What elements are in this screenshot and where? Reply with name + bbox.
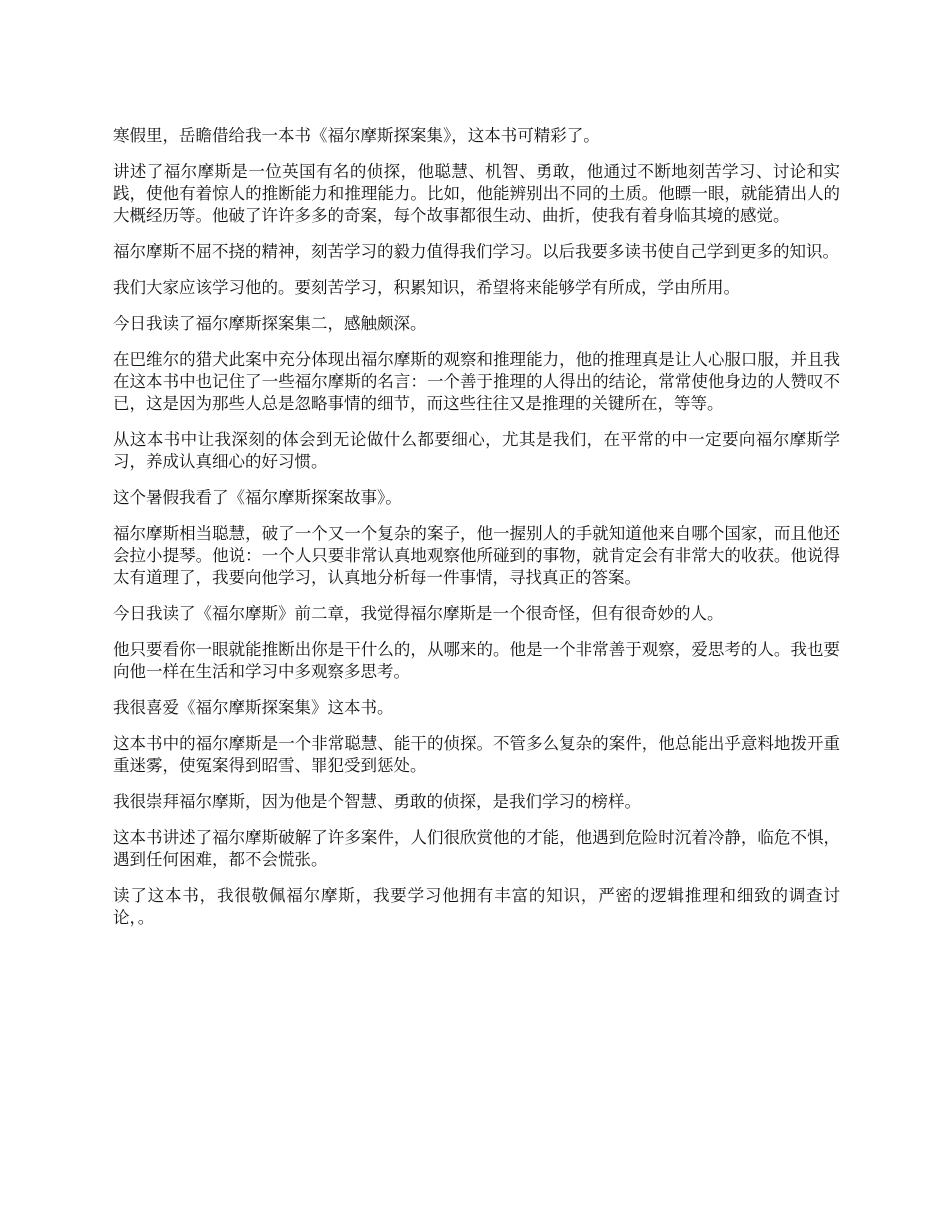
paragraph-13: 这本书中的福尔摩斯是一个非常聪慧、能干的侦探。不管多么复杂的案件，他总能出乎意料地拨开重重迷雾，使冤案得到昭雪、罪犯受到惩处。 — [113, 734, 840, 775]
paragraph-7: 从这本书中让我深刻的体会到无论做什么都要细心，尤其是我们，在平常的中一定要向福尔摩斯学习，养成认真细心的好习惯。 — [113, 430, 840, 471]
paragraph-11: 他只要看你一眼就能推断出你是干什么的，从哪来的。他是一个非常善于观察，爱思考的人。我也要向他一样在生活和学习中多观察多思考。 — [113, 640, 840, 681]
paragraph-6: 在巴维尔的猎犬此案中充分体现出福尔摩斯的观察和推理能力，他的推理真是让人心服口服，并且我在这本书中也记住了一些福尔摩斯的名言：一个善于推理的人得出的结论，常常使他身边的人赞叹不已，这是因为那些人总是忽略事情的细节，而这些往往又是推理的关键所在，等等。 — [113, 350, 840, 413]
paragraph-9: 福尔摩斯相当聪慧，破了一个又一个复杂的案子，他一握别人的手就知道他来自哪个国家，而且他还会拉小提琴。他说：一个人只要非常认真地观察他所碰到的事物，就肯定会有非常大的收获。他说得太有道理了，我要向他学习，认真地分析每一件事情，寻找真正的答案。 — [113, 524, 840, 587]
paragraph-3: 福尔摩斯不屈不挠的精神，刻苦学习的毅力值得我们学习。以后我要多读书使自己学到更多的知识。 — [113, 242, 839, 261]
paragraph-12: 我很喜爱《福尔摩斯探案集》这本书。 — [113, 698, 394, 717]
paragraph-4: 我们大家应该学习他的。要刻苦学习，积累知识，希望将来能够学有所成，学由所用。 — [113, 278, 740, 297]
document-body — [113, 125, 840, 943]
paragraph-15: 这本书讲述了福尔摩斯破解了许多案件，人们很欣赏他的才能，他遇到危险时沉着冷静，临危不惧，遇到任何困难，都不会慌张。 — [113, 828, 840, 869]
paragraph-2: 讲述了福尔摩斯是一位英国有名的侦探，他聪慧、机智、勇敢，他通过不断地刻苦学习、讨论和实践，使他有着惊人的推断能力和推理能力。比如，他能辨别出不同的土质。他瞟一眼，就能猜出人的大概经历等。他破了许许多多的奇案，每个故事都很生动、曲折，使我有着身临其境的感觉。 — [113, 162, 840, 225]
paragraph-1: 寒假里，岳瞻借给我一本书《福尔摩斯探案集》，这本书可精彩了。 — [113, 126, 600, 145]
paragraph-8: 这个暑假我看了《福尔摩斯探案故事》。 — [113, 488, 402, 507]
paragraph-5: 今日我读了福尔摩斯探案集二，感触颇深。 — [113, 314, 427, 333]
paragraph-16: 读了这本书，我很敬佩福尔摩斯，我要学习他拥有丰富的知识，严密的逻辑推理和细致的调查讨论，。 — [113, 886, 840, 927]
paragraph-10: 今日我读了《福尔摩斯》前二章，我觉得福尔摩斯是一个很奇怪，但有很奇妙的人。 — [113, 604, 724, 623]
paragraph-14: 我很崇拜福尔摩斯，因为他是个智慧、勇敢的侦探，是我们学习的榜样。 — [113, 792, 641, 811]
